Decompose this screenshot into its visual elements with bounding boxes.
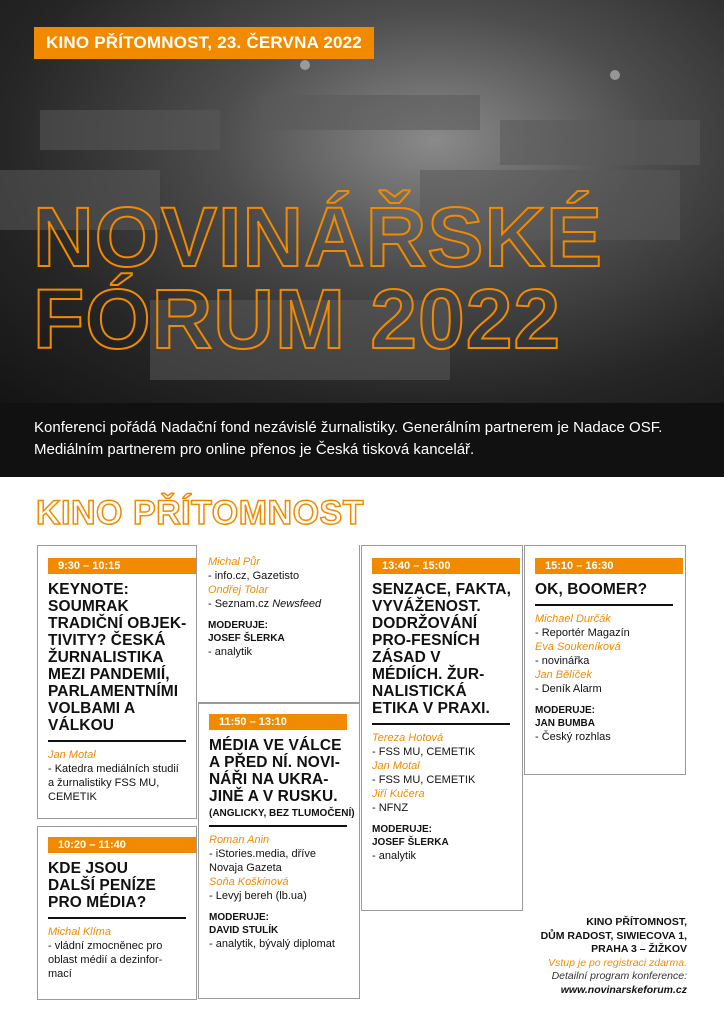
- speaker-name: Roman Anin: [209, 834, 270, 846]
- organizer-bar: [0, 403, 724, 477]
- event-date-tag: KINO PŘÍTOMNOST, 23. ČERVNA 2022: [34, 27, 374, 59]
- divider: [372, 723, 510, 725]
- session-time: 15:10 – 16:30: [535, 558, 683, 574]
- moderator-affiliation: - analytik, bývalý diplomat: [209, 938, 335, 950]
- moderator-label: MODERUJE:: [535, 705, 596, 716]
- speaker-name: Eva Soukeníková: [535, 641, 621, 653]
- speaker-name: Jan Motal: [48, 749, 96, 761]
- speaker-name: Jan Motal: [372, 760, 420, 772]
- speaker-affiliation: - info.cz, Gazetisto: [208, 570, 300, 582]
- speaker-affiliation: - Seznam.cz Newsfeed: [208, 598, 322, 610]
- program-note: Detailní program konference:: [551, 970, 687, 982]
- session-title: MÉDIA VE VÁLCE A PŘED NÍ. NOVI-NÁŘI NA UKRA-JINĚ A V RUSKU.: [209, 737, 342, 805]
- moderator-name: JOSEF ŠLERKA: [372, 837, 449, 848]
- speaker-affiliation: - iStories.media, dříve Novaja Gazeta: [209, 848, 316, 874]
- divider: [48, 740, 186, 742]
- speaker-name: Michal Klíma: [48, 926, 111, 938]
- speaker-affiliation: - Reportér Magazín: [535, 627, 630, 639]
- session-time: 11:50 – 13:10: [209, 714, 347, 730]
- speaker-affiliation: - Deník Alarm: [535, 683, 602, 695]
- speaker-affiliation: - FSS MU, CEMETIK: [372, 774, 476, 786]
- session-time: 10:20 – 11:40: [48, 837, 196, 853]
- session-time: 9:30 – 10:15: [48, 558, 196, 574]
- speaker-name: Jiří Kučera: [372, 788, 425, 800]
- title-line-1: NOVINÁŘSKÉ: [33, 190, 604, 284]
- moderator-affiliation: - analytik: [208, 646, 253, 658]
- session-time: 13:40 – 15:00: [372, 558, 520, 574]
- speaker-affiliation: - vládní zmocněnec pro oblast médií a dezinfor-mací: [48, 940, 163, 980]
- speaker: [48, 925, 183, 981]
- moderator-label: MODERUJE:: [208, 620, 269, 631]
- divider: [48, 917, 186, 919]
- address-line-2: DŮM RADOST, SIWIECOVA 1,: [540, 929, 687, 942]
- organizer-text: Konferenci pořádá Nadační fond nezávislé žurnalistiky. Generálním partnerem je Nadace OSF. Mediálním partnerem pro online přenos je Česká tisková kancelář.: [34, 419, 663, 458]
- divider: [535, 604, 673, 606]
- session-title: KEYNOTE: SOUMRAK TRADIČNÍ OBJEK-TIVITY? ČESKÁ ŽURNALISTIKA MEZI PANDEMIÍ, PARLAMENTNÍMI VOLBAMI A VÁLKOU: [48, 581, 187, 734]
- speaker: [208, 555, 359, 611]
- speaker-name: Michael Durčák: [535, 613, 611, 625]
- speaker-affiliation: - FSS MU, CEMETIK: [372, 746, 476, 758]
- moderator-name: JAN BUMBA: [535, 718, 595, 729]
- session-card-money: [37, 826, 197, 1000]
- session-subtitle: (ANGLICKY, BEZ TLUMOČENÍ): [209, 808, 355, 819]
- free-entry-note: Vstup je po registraci zdarma.: [548, 956, 687, 969]
- speaker: [48, 748, 188, 804]
- venue-info: [541, 916, 687, 997]
- moderator-affiliation: - analytik: [372, 850, 417, 862]
- session-card-keynote: [37, 545, 197, 819]
- speaker-affiliation: - novinářka: [535, 655, 590, 667]
- address-line-3: PRAHA 3 – ŽIŽKOV: [591, 943, 687, 955]
- divider: [209, 825, 347, 827]
- moderator-name: DAVID STULÍK: [209, 925, 279, 936]
- speaker-name: Michal Půr: [208, 556, 260, 568]
- address-line-1: KINO PŘÍTOMNOST,: [586, 916, 687, 928]
- speaker-affiliation: - NFNZ: [372, 802, 409, 814]
- venue-heading: KINO PŘÍTOMNOST: [36, 494, 364, 532]
- session-card-continued: [198, 545, 360, 703]
- speaker-name: Jan Bělíček: [535, 669, 592, 681]
- session-card-war: [198, 703, 360, 999]
- speaker: [209, 833, 349, 903]
- website-link[interactable]: www.novinarskeforum.cz: [560, 983, 687, 996]
- moderator-affiliation: - Český rozhlas: [535, 731, 611, 743]
- title-line-2: FÓRUM 2022: [33, 272, 562, 366]
- speaker-name: Ondřej Tolar: [208, 584, 269, 596]
- session-title: KDE JSOU DALŠÍ PENÍZE PRO MÉDIA?: [48, 860, 156, 911]
- speaker-name: Tereza Hotová: [372, 732, 444, 744]
- speaker-name: Soňa Koškinová: [209, 876, 289, 888]
- moderator-label: MODERUJE:: [372, 824, 433, 835]
- session-title: SENZACE, FAKTA, VYVÁŽENOST. DODRŽOVÁNÍ PRO-FESNÍCH ZÁSAD V MÉDIÍCH. ŽUR-NALISTICKÁ ETIKA V PRAXI.: [372, 581, 511, 717]
- speaker: [372, 731, 522, 815]
- moderator-name: JOSEF ŠLERKA: [208, 633, 285, 644]
- session-title: OK, BOOMER?: [535, 581, 648, 598]
- speaker-affiliation: - Levyj bereh (lb.ua): [209, 890, 307, 902]
- speaker: [535, 612, 685, 696]
- speaker-affiliation: - Katedra mediálních studií a žurnalistiky FSS MU, CEMETIK: [48, 763, 179, 803]
- session-card-boomer: [524, 545, 686, 775]
- conference-title: [33, 190, 604, 366]
- session-card-ethics: [361, 545, 523, 911]
- moderator-label: MODERUJE:: [209, 912, 270, 923]
